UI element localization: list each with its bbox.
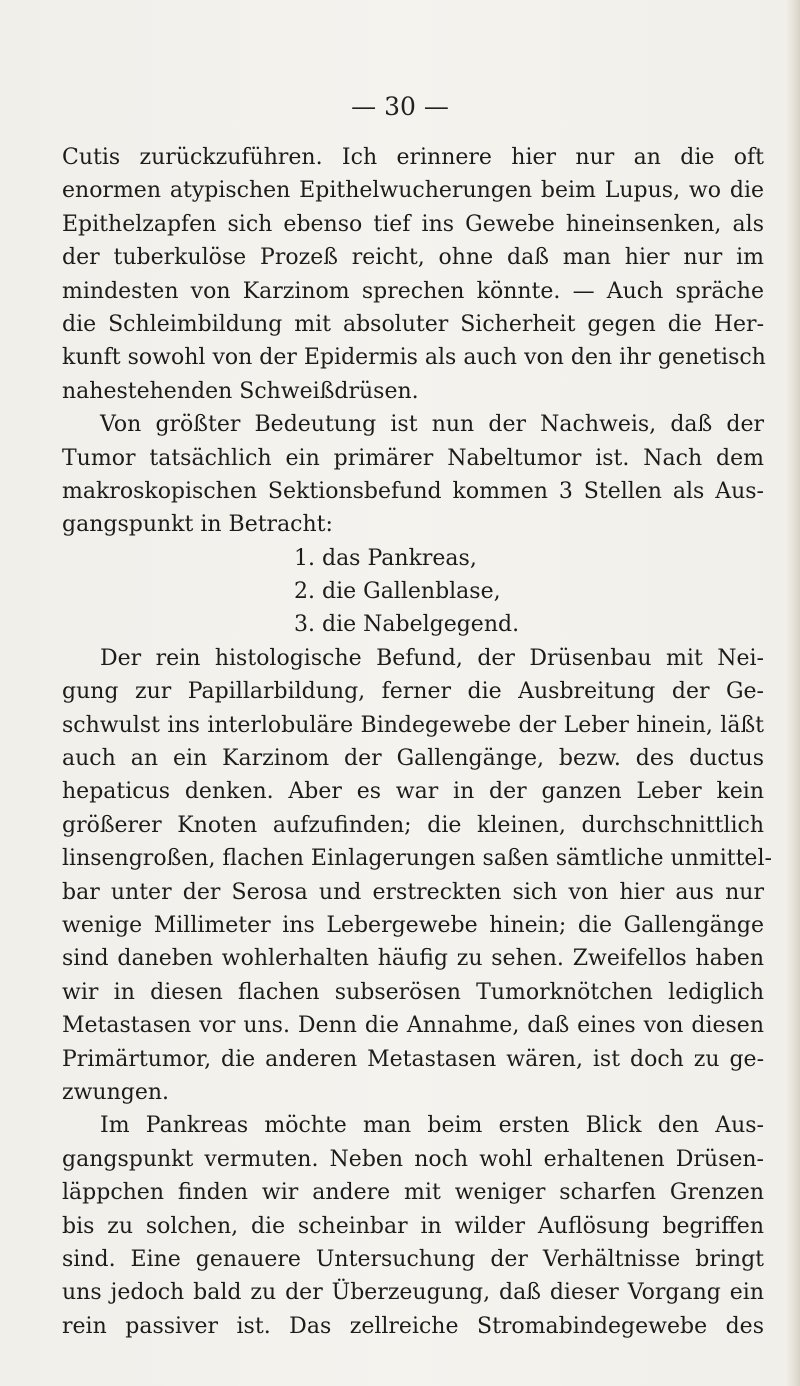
text-line: Tumor tatsächlich ein primärer Nabeltumor ist. Nach dem (62, 445, 764, 471)
text-line: bis zu solchen, die scheinbar in wilder Auflösung begriffen (62, 1213, 764, 1239)
list-item: 1. das Pankreas, (294, 545, 477, 571)
text-line: bar unter der Serosa und erstreckten sich von hier aus nur (62, 879, 764, 905)
text-line: Primärtumor, die anderen Metastasen wären, ist doch zu ge- (62, 1046, 764, 1072)
text-line: Epithelzapfen sich ebenso tief ins Gewebe hineinsenken, als (62, 211, 764, 237)
text-line: Metastasen vor uns. Denn die Annahme, daß eines von diesen (62, 1013, 764, 1039)
text-line: zwungen. (62, 1079, 170, 1105)
text-line: linsengroßen, flachen Einlagerungen saßen sämtliche unmittel- (62, 846, 772, 872)
text-line: Cutis zurückzuführen. Ich erinnere hier nur an die oft (62, 145, 764, 170)
text-line: Von größter Bedeutung ist nun der Nachweis, daß der (100, 412, 764, 438)
text-line: wir in diesen flachen subserösen Tumorknötchen lediglich (62, 979, 764, 1005)
text-line: gangspunkt in Betracht: (62, 512, 333, 538)
list-item: 2. die Gallenblase, (294, 579, 501, 605)
page-number: — 30 — (351, 92, 449, 121)
text-line: hepaticus denken. Aber es war in der ganzen Leber kein (62, 779, 764, 805)
text-line: sind. Eine genauere Untersuchung der Verhältnisse bringt (62, 1246, 764, 1272)
text-line: größerer Knoten aufzufinden; die kleinen, durchschnittlich (62, 812, 764, 838)
text-line: läppchen finden wir andere mit weniger scharfen Grenzen (62, 1180, 764, 1206)
text-line: mindesten von Karzinom sprechen könnte. — Auch spräche (62, 278, 764, 304)
text-line: gung zur Papillarbildung, ferner die Ausbreitung der Ge- (62, 679, 764, 705)
text-line: schwulst ins interlobuläre Bindegewebe der Leber hinein, läßt (62, 712, 764, 738)
text-line: Der rein histologische Befund, der Drüsenbau mit Nei- (100, 645, 764, 671)
text-line: auch an ein Karzinom der Gallengänge, bezw. des ductus (62, 746, 764, 772)
text-line: sind daneben wohlerhalten häufig zu sehen. Zweifellos haben (62, 946, 764, 972)
list-item: 3. die Nabelgegend. (294, 612, 520, 638)
text-line: kunft sowohl von der Epidermis als auch von den ihr genetisch (62, 345, 766, 371)
text-line: nahestehenden Schweißdrüsen. (62, 378, 419, 404)
body-text (62, 141, 772, 1343)
text-line: der tuberkulöse Prozeß reicht, ohne daß man hier nur im (62, 245, 764, 271)
text-line: makroskopischen Sektionsbefund kommen 3 Stellen als Aus- (62, 478, 764, 504)
text-line: gangspunkt vermuten. Neben noch wohl erhaltenen Drüsen- (62, 1146, 764, 1172)
page-edge-shadow (786, 0, 800, 1386)
text-line: rein passiver ist. Das zellreiche Stromabindegewebe des (62, 1313, 764, 1339)
text-line: wenige Millimeter ins Lebergewebe hinein; die Gallengänge (62, 912, 764, 938)
text-line: uns jedoch bald zu der Überzeugung, daß dieser Vorgang ein (62, 1280, 764, 1306)
text-line: die Schleimbildung mit absoluter Sicherheit gegen die Her- (62, 311, 764, 337)
text-line: Im Pankreas möchte man beim ersten Blick den Aus- (100, 1113, 764, 1139)
text-line: enormen atypischen Epithelwucherungen beim Lupus, wo die (62, 178, 764, 204)
